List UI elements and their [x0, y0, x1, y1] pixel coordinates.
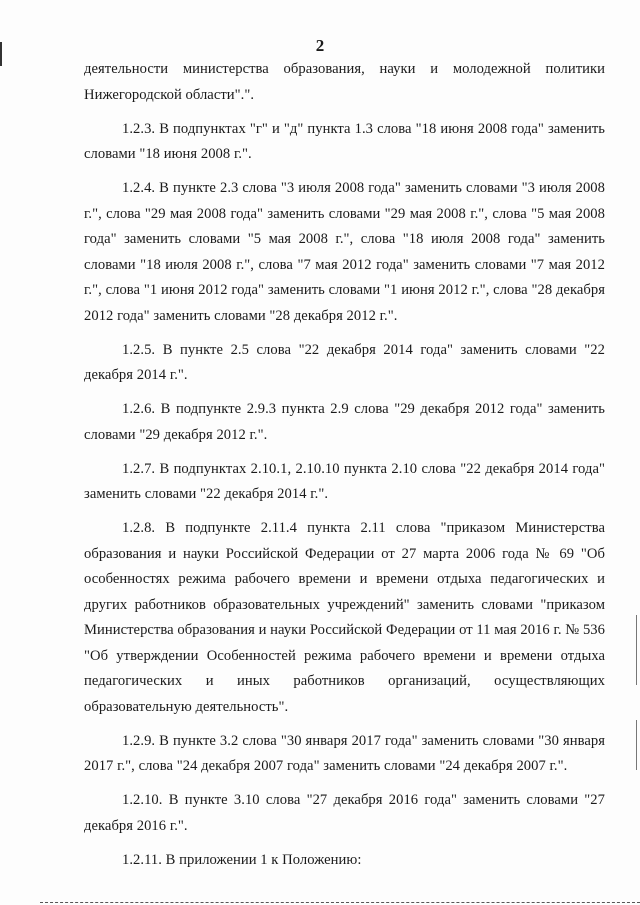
paragraph-continuation: деятельности министерства образования, науки и молодежной политики Нижегородской области".". [84, 61, 605, 103]
scan-bottom-edge [40, 901, 640, 903]
scan-edge-mark [636, 720, 637, 770]
paragraph-1-2-7: 1.2.7. В подпунктах 2.10.1, 2.10.10 пункта 2.10 слова "22 декабря 2014 года" заменить словами "22 декабря 2014 г.". [84, 460, 605, 502]
scan-edge-mark [636, 615, 637, 685]
paragraph-1-2-5: 1.2.5. В пункте 2.5 слова "22 декабря 2014 года" заменить словами "22 декабря 2014 г.". [84, 341, 605, 383]
page-number: 2 [315, 36, 325, 55]
document-body [84, 57, 605, 882]
paragraph-1-2-4: 1.2.4. В пункте 2.3 слова "3 июля 2008 года" заменить словами "3 июля 2008 г.", слова "29 мая 2008 года" заменить словами "29 мая 2008 г.", слова "5 мая 2008 года" заменить словами "5 мая 2008 г.", слова "18 июля 2008 года" заменить словами "18 июля 2008 г.", слова "7 мая 2012 года" заменить словами "7 мая 2012 г.", слова "1 июня 2012 года" заменить словами "1 июня 2012 г.", слова "28 декабря 2012 года" заменить словами "28 декабря 2012 г.". [84, 180, 605, 324]
paragraph-1-2-6: 1.2.6. В подпункте 2.9.3 пункта 2.9 слова "29 декабря 2012 года" заменить словами "29 декабря 2012 г.". [84, 401, 605, 443]
paragraph-1-2-9: 1.2.9. В пункте 3.2 слова "30 января 2017 года" заменить словами "30 января 2017 г.", слова "24 декабря 2007 года" заменить словами "24 декабря 2007 г.". [84, 732, 605, 774]
paragraph-1-2-8: 1.2.8. В подпункте 2.11.4 пункта 2.11 слова "приказом Министерства образования и науки Российской Федерации от 27 марта 2006 года № 69 "Об особенностях режима рабочего времени и времени отдыха педагогических и других работников образовательных учреждений" заменить словами "приказом Министерства образования и науки Российской Федерации от 11 мая 2016 г. № 536 "Об утверждении Особенностей режима рабочего времени и времени отдыха педагогических и иных работников организаций, осуществляющих образовательную деятельность". [84, 520, 605, 715]
paragraph-1-2-11: 1.2.11. В приложении 1 к Положению: [122, 851, 362, 868]
paragraph-1-2-10: 1.2.10. В пункте 3.10 слова "27 декабря 2016 года" заменить словами "27 декабря 2016 г.". [84, 792, 605, 834]
paragraph-1-2-3: 1.2.3. В подпунктах "г" и "д" пункта 1.3 слова "18 июня 2008 года" заменить словами "18 июня 2008 г.". [84, 120, 605, 162]
